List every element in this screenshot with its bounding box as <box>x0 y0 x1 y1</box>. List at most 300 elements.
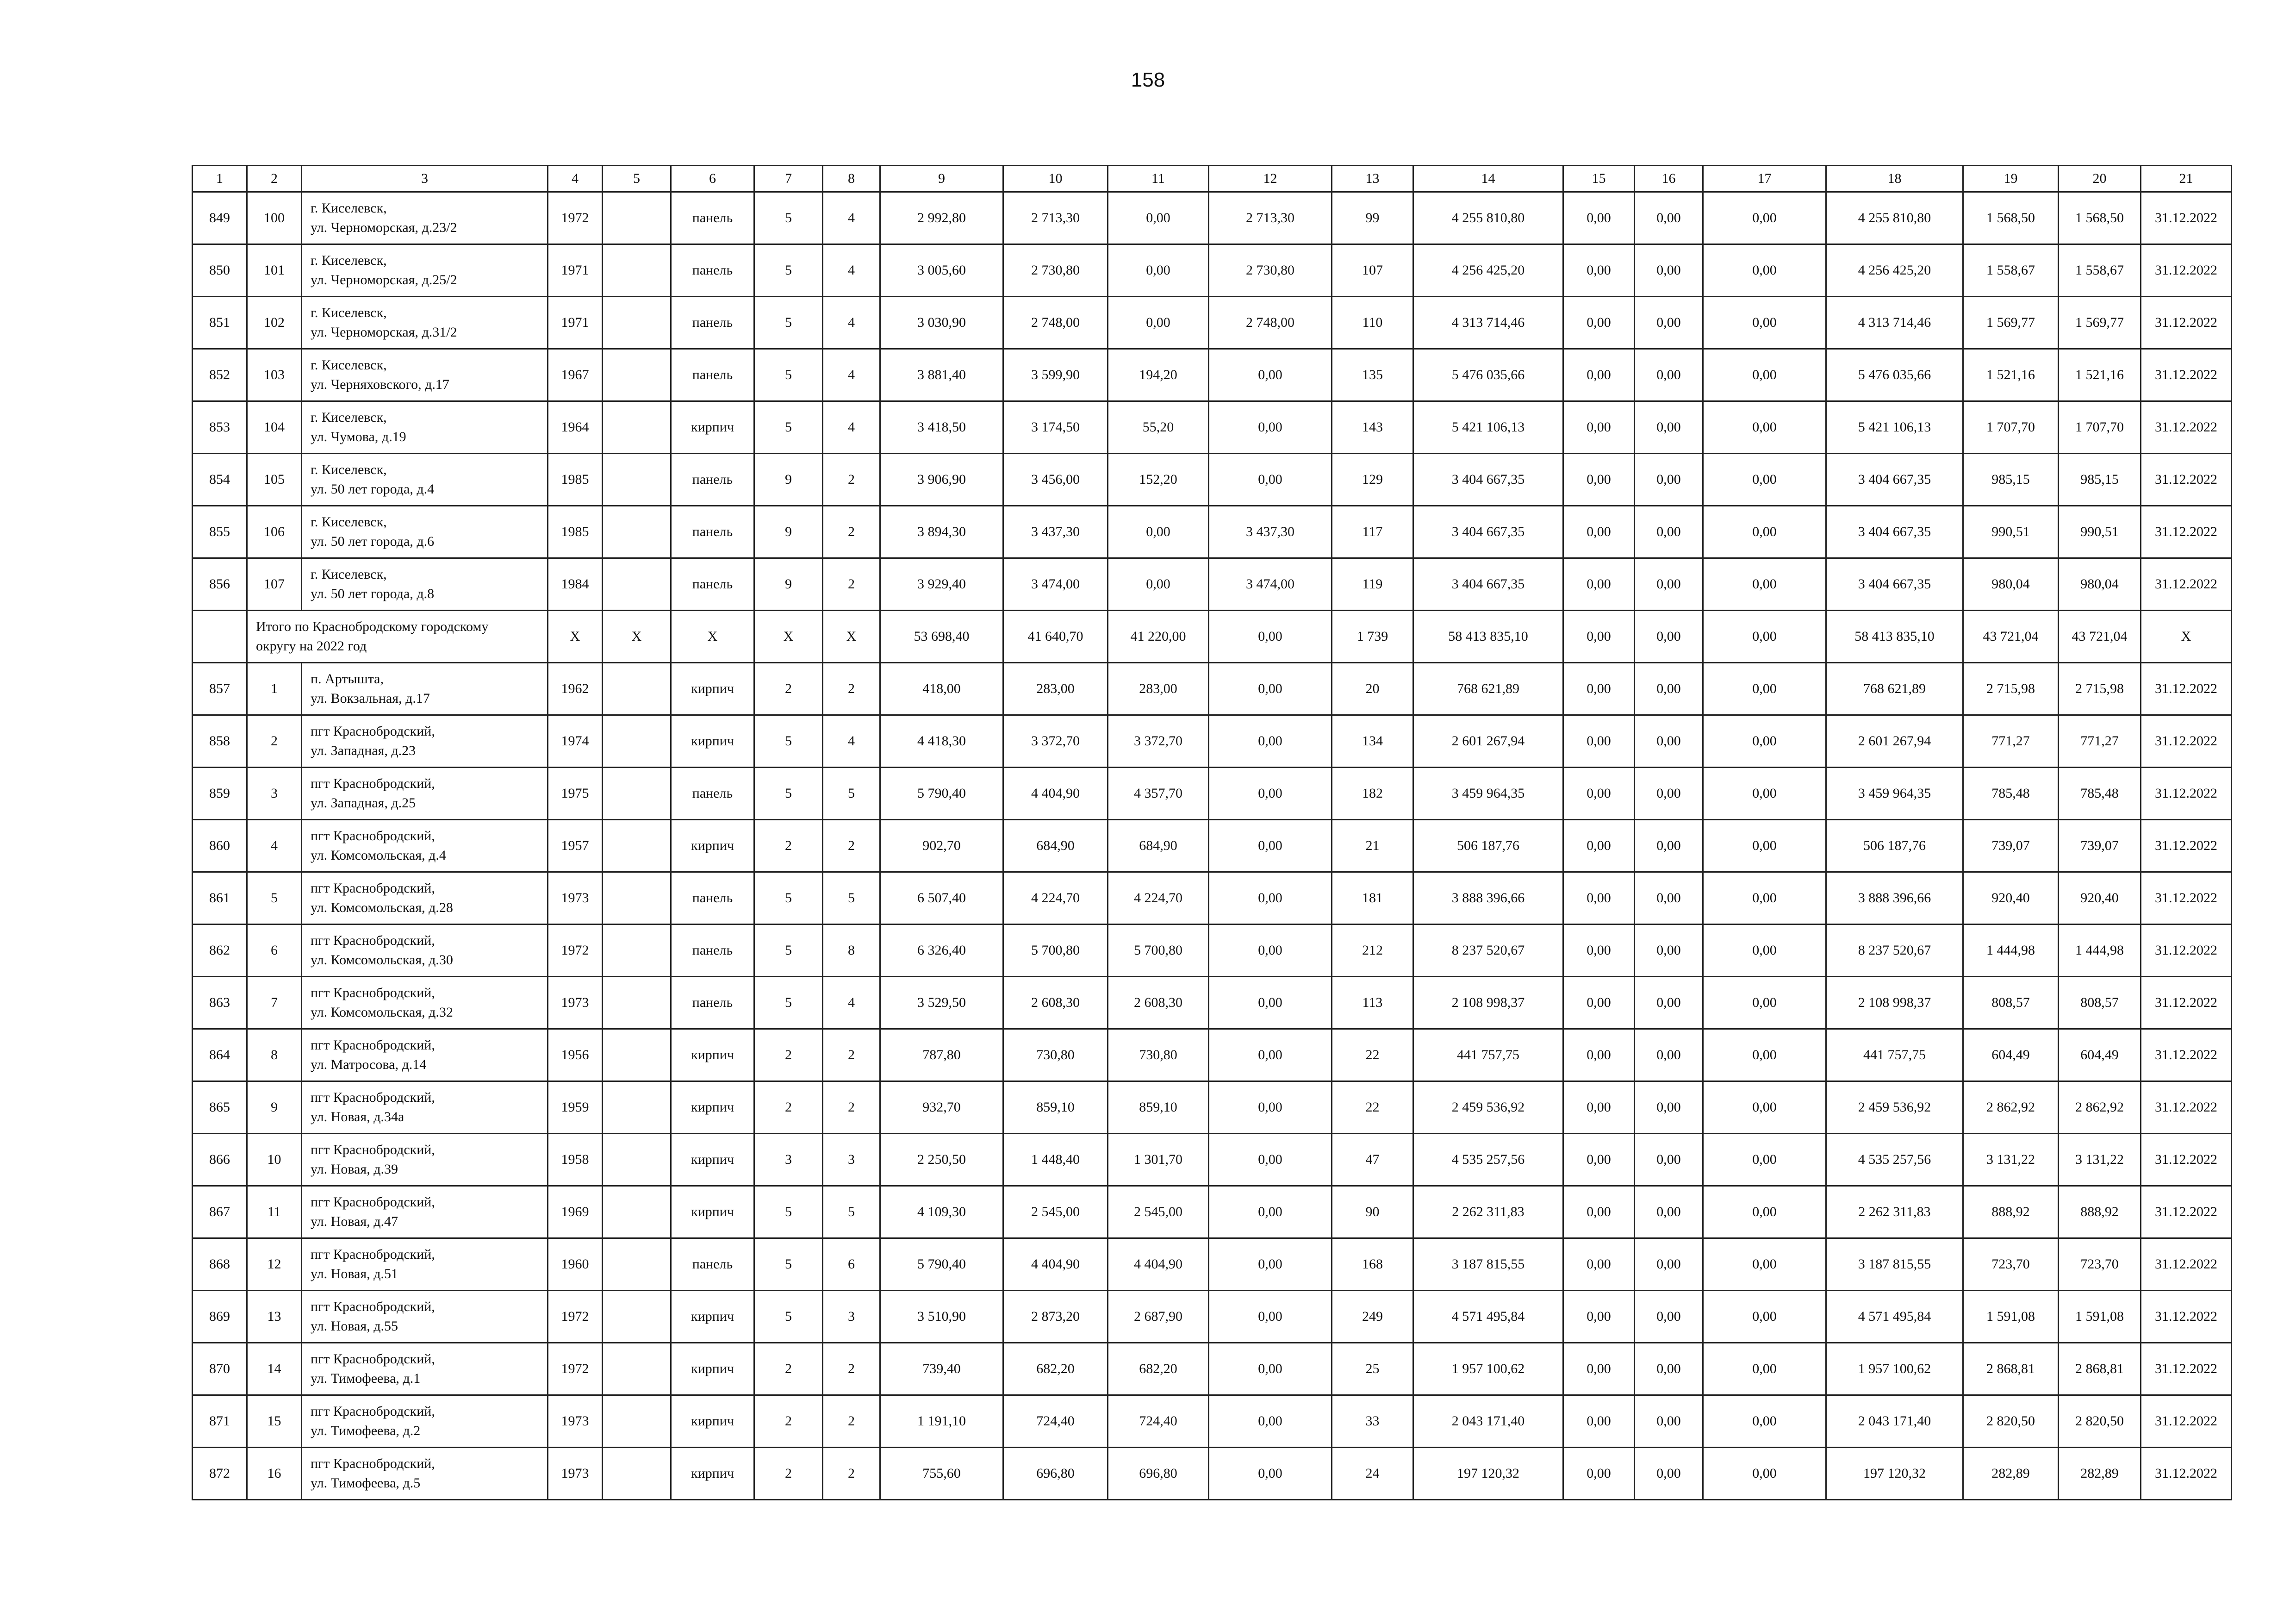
table-row <box>193 506 2232 558</box>
column-13-cell: 135 <box>1332 349 1413 401</box>
column-15-cell: 0,00 <box>1563 1186 1635 1238</box>
deadline-date-cell: 31.12.2022 <box>2141 663 2232 715</box>
wall-material-cell: панель <box>671 872 754 924</box>
column-19-cell: 1 568,50 <box>1963 192 2059 244</box>
column-16-cell: 0,00 <box>1635 1291 1703 1343</box>
column-9-cell: 53 698,40 <box>880 611 1003 663</box>
column-header: 12 <box>1209 166 1332 192</box>
local-number-cell: 3 <box>247 768 302 820</box>
address-locality: г. Киселевск, <box>311 200 387 216</box>
row-number-cell: 859 <box>193 768 247 820</box>
column-16-cell: 0,00 <box>1635 1081 1703 1134</box>
column-20-cell: 985,15 <box>2059 454 2141 506</box>
column-12-cell: 0,00 <box>1209 977 1332 1029</box>
floors-cell: 2 <box>754 1343 823 1395</box>
column-13-cell: 47 <box>1332 1134 1413 1186</box>
column-18-cell: 441 757,75 <box>1826 1029 1963 1081</box>
address-cell <box>302 977 548 1029</box>
floors-cell: 2 <box>754 820 823 872</box>
column-9-cell: 418,00 <box>880 663 1003 715</box>
column-15-cell: 0,00 <box>1563 977 1635 1029</box>
table-row <box>193 663 2232 715</box>
year-built-cell: 1972 <box>548 192 603 244</box>
local-number-cell: 13 <box>247 1291 302 1343</box>
column-11-cell: 152,20 <box>1108 454 1209 506</box>
column-12-cell: 0,00 <box>1209 924 1332 977</box>
column-14-cell: 4 255 810,80 <box>1413 192 1563 244</box>
column-19-cell: 1 558,67 <box>1963 244 2059 297</box>
wall-material-cell: кирпич <box>671 1395 754 1448</box>
row-number-cell: 866 <box>193 1134 247 1186</box>
column-10-cell: 2 748,00 <box>1003 297 1108 349</box>
column-header: 6 <box>671 166 754 192</box>
wall-material-cell: панель <box>671 558 754 611</box>
address-cell <box>302 1238 548 1291</box>
data-table <box>192 165 2232 1500</box>
entrances-cell: 2 <box>823 663 880 715</box>
table-row <box>193 297 2232 349</box>
column-14-cell: 2 043 171,40 <box>1413 1395 1563 1448</box>
column-13-cell: 21 <box>1332 820 1413 872</box>
row-number-cell: 865 <box>193 1081 247 1134</box>
column-10-cell: 2 713,30 <box>1003 192 1108 244</box>
deadline-date-cell: 31.12.2022 <box>2141 558 2232 611</box>
column-11-cell: 283,00 <box>1108 663 1209 715</box>
wall-material-cell: кирпич <box>671 401 754 454</box>
row-number-cell: 856 <box>193 558 247 611</box>
address-locality: пгт Краснобродский, <box>311 1090 435 1105</box>
address-street: ул. Черноморская, д.31/2 <box>311 325 457 340</box>
column-10-cell: 3 599,90 <box>1003 349 1108 401</box>
column-11-cell: 0,00 <box>1108 244 1209 297</box>
row-number-cell: 854 <box>193 454 247 506</box>
column-9-cell: 3 030,90 <box>880 297 1003 349</box>
column-9-cell: 3 529,50 <box>880 977 1003 1029</box>
address-locality: г. Киселевск, <box>311 462 387 477</box>
entrances-cell: 3 <box>823 1291 880 1343</box>
floors-cell: 2 <box>754 663 823 715</box>
address-street: ул. Тимофеева, д.5 <box>311 1475 421 1491</box>
year-built-cell: 1972 <box>548 924 603 977</box>
column-20-cell: 1 521,16 <box>2059 349 2141 401</box>
year-built-cell: 1973 <box>548 977 603 1029</box>
column-17-cell: 0,00 <box>1703 1186 1826 1238</box>
column-18-cell: 5 476 035,66 <box>1826 349 1963 401</box>
column-15-cell: 0,00 <box>1563 715 1635 768</box>
row-number-cell: 871 <box>193 1395 247 1448</box>
column-5-cell <box>603 977 671 1029</box>
column-9-cell: 6 507,40 <box>880 872 1003 924</box>
table-row <box>193 558 2232 611</box>
column-11-cell: 194,20 <box>1108 349 1209 401</box>
table-row <box>193 977 2232 1029</box>
row-number-cell: 864 <box>193 1029 247 1081</box>
row-number-cell: 867 <box>193 1186 247 1238</box>
column-16-cell: 0,00 <box>1635 454 1703 506</box>
column-5-cell <box>603 297 671 349</box>
table-row <box>193 768 2232 820</box>
column-19-cell: 771,27 <box>1963 715 2059 768</box>
local-number-cell: 16 <box>247 1448 302 1500</box>
column-19-cell: 888,92 <box>1963 1186 2059 1238</box>
column-14-cell: 3 187 815,55 <box>1413 1238 1563 1291</box>
column-15-cell: 0,00 <box>1563 401 1635 454</box>
column-18-cell: 3 404 667,35 <box>1826 454 1963 506</box>
column-16-cell: 0,00 <box>1635 820 1703 872</box>
deadline-date-cell: 31.12.2022 <box>2141 872 2232 924</box>
table-row <box>193 872 2232 924</box>
column-14-cell: 8 237 520,67 <box>1413 924 1563 977</box>
address-locality: пгт Краснобродский, <box>311 828 435 843</box>
address-street: ул. Черноморская, д.23/2 <box>311 220 457 235</box>
local-number-cell: 100 <box>247 192 302 244</box>
column-9-cell: 2 992,80 <box>880 192 1003 244</box>
local-number-cell: 106 <box>247 506 302 558</box>
column-12-cell: 0,00 <box>1209 820 1332 872</box>
deadline-date-cell: 31.12.2022 <box>2141 1186 2232 1238</box>
column-20-cell: 808,57 <box>2059 977 2141 1029</box>
row-number-cell: 858 <box>193 715 247 768</box>
floors-cell: 5 <box>754 192 823 244</box>
column-20-cell: 1 444,98 <box>2059 924 2141 977</box>
column-19-cell: 604,49 <box>1963 1029 2059 1081</box>
column-18-cell: 4 571 495,84 <box>1826 1291 1963 1343</box>
column-20-cell: 1 558,67 <box>2059 244 2141 297</box>
column-10-cell: 682,20 <box>1003 1343 1108 1395</box>
column-13-cell: 20 <box>1332 663 1413 715</box>
column-12-cell: 0,00 <box>1209 872 1332 924</box>
column-5-cell <box>603 768 671 820</box>
address-locality: пгт Краснобродский, <box>311 881 435 896</box>
column-10-cell: 730,80 <box>1003 1029 1108 1081</box>
column-11-cell: 4 404,90 <box>1108 1238 1209 1291</box>
year-built-cell: 1973 <box>548 1395 603 1448</box>
column-16-cell: 0,00 <box>1635 1448 1703 1500</box>
column-9-cell: 5 790,40 <box>880 768 1003 820</box>
column-5-cell <box>603 401 671 454</box>
column-16-cell: 0,00 <box>1635 506 1703 558</box>
wall-material-cell: кирпич <box>671 1134 754 1186</box>
deadline-date-cell: 31.12.2022 <box>2141 820 2232 872</box>
entrances-cell: 5 <box>823 1186 880 1238</box>
column-14-cell: 2 262 311,83 <box>1413 1186 1563 1238</box>
column-5-cell <box>603 663 671 715</box>
address-cell <box>302 454 548 506</box>
column-9-cell: 6 326,40 <box>880 924 1003 977</box>
column-14-cell: 506 187,76 <box>1413 820 1563 872</box>
column-header: 15 <box>1563 166 1635 192</box>
column-14-cell: 5 476 035,66 <box>1413 349 1563 401</box>
wall-material-cell: кирпич <box>671 820 754 872</box>
column-20-cell: 2 862,92 <box>2059 1081 2141 1134</box>
address-street: ул. Комсомольская, д.28 <box>311 900 453 915</box>
entrances-cell: 4 <box>823 244 880 297</box>
column-19-cell: 1 521,16 <box>1963 349 2059 401</box>
floors-cell: 5 <box>754 244 823 297</box>
address-locality: пгт Краснобродский, <box>311 1194 435 1210</box>
entrances-cell: 4 <box>823 715 880 768</box>
row-number-cell: 863 <box>193 977 247 1029</box>
column-13-cell: 107 <box>1332 244 1413 297</box>
column-11-cell: 1 301,70 <box>1108 1134 1209 1186</box>
local-number-cell: 7 <box>247 977 302 1029</box>
wall-material-cell: кирпич <box>671 1186 754 1238</box>
wall-material-cell: панель <box>671 1238 754 1291</box>
column-15-cell: 0,00 <box>1563 454 1635 506</box>
deadline-date-cell: 31.12.2022 <box>2141 1081 2232 1134</box>
wall-material-cell: панель <box>671 924 754 977</box>
deadline-date-cell: 31.12.2022 <box>2141 1343 2232 1395</box>
column-14-cell: 197 120,32 <box>1413 1448 1563 1500</box>
address-street: ул. Чумова, д.19 <box>311 429 406 444</box>
column-15-cell: 0,00 <box>1563 1448 1635 1500</box>
column-11-cell: 2 608,30 <box>1108 977 1209 1029</box>
table-row <box>193 1238 2232 1291</box>
year-built-cell: 1984 <box>548 558 603 611</box>
deadline-date-cell: 31.12.2022 <box>2141 768 2232 820</box>
column-5-cell <box>603 1134 671 1186</box>
column-10-cell: 2 608,30 <box>1003 977 1108 1029</box>
year-built-cell: 1972 <box>548 1343 603 1395</box>
year-built-cell: 1985 <box>548 506 603 558</box>
column-15-cell: 0,00 <box>1563 506 1635 558</box>
column-13-cell: 99 <box>1332 192 1413 244</box>
column-13-cell: 25 <box>1332 1343 1413 1395</box>
column-17-cell: 0,00 <box>1703 297 1826 349</box>
address-cell <box>302 297 548 349</box>
column-11-cell: 724,40 <box>1108 1395 1209 1448</box>
column-10-cell: 2 545,00 <box>1003 1186 1108 1238</box>
column-16-cell: 0,00 <box>1635 1343 1703 1395</box>
floors-cell: 3 <box>754 1134 823 1186</box>
column-19-cell: 1 569,77 <box>1963 297 2059 349</box>
address-cell <box>302 1395 548 1448</box>
year-built-cell: 1957 <box>548 820 603 872</box>
column-5-cell <box>603 349 671 401</box>
column-10-cell: 5 700,80 <box>1003 924 1108 977</box>
column-15-cell: 0,00 <box>1563 1081 1635 1134</box>
column-20-cell: 2 820,50 <box>2059 1395 2141 1448</box>
column-9-cell: 3 906,90 <box>880 454 1003 506</box>
address-locality: пгт Краснобродский, <box>311 1299 435 1314</box>
column-17-cell: 0,00 <box>1703 715 1826 768</box>
column-header: 10 <box>1003 166 1108 192</box>
column-9-cell: 5 790,40 <box>880 1238 1003 1291</box>
column-10-cell: 4 404,90 <box>1003 768 1108 820</box>
column-12-cell: 0,00 <box>1209 349 1332 401</box>
column-18-cell: 4 256 425,20 <box>1826 244 1963 297</box>
column-9-cell: 4 418,30 <box>880 715 1003 768</box>
column-11-cell: 4 357,70 <box>1108 768 1209 820</box>
column-10-cell: 696,80 <box>1003 1448 1108 1500</box>
column-14-cell: 768 621,89 <box>1413 663 1563 715</box>
column-18-cell: 5 421 106,13 <box>1826 401 1963 454</box>
column-15-cell: 0,00 <box>1563 872 1635 924</box>
entrances-cell: 2 <box>823 558 880 611</box>
address-cell <box>302 1134 548 1186</box>
table-row <box>193 715 2232 768</box>
column-17-cell: 0,00 <box>1703 1448 1826 1500</box>
address-street: ул. Комсомольская, д.4 <box>311 848 446 863</box>
address-street: ул. Матросова, д.14 <box>311 1057 427 1072</box>
column-19-cell: 282,89 <box>1963 1448 2059 1500</box>
address-locality: г. Киселевск, <box>311 514 387 530</box>
column-5-cell <box>603 715 671 768</box>
address-street: ул. Комсомольская, д.32 <box>311 1005 453 1020</box>
column-15-cell: 0,00 <box>1563 192 1635 244</box>
table-row <box>193 1343 2232 1395</box>
local-number-cell: 5 <box>247 872 302 924</box>
column-14-cell: 1 957 100,62 <box>1413 1343 1563 1395</box>
deadline-date-cell: 31.12.2022 <box>2141 1291 2232 1343</box>
column-17-cell: 0,00 <box>1703 924 1826 977</box>
column-19-cell: 2 715,98 <box>1963 663 2059 715</box>
address-street: ул. 50 лет города, д.4 <box>311 481 435 497</box>
wall-material-cell: кирпич <box>671 1029 754 1081</box>
column-18-cell: 3 888 396,66 <box>1826 872 1963 924</box>
local-number-cell: 6 <box>247 924 302 977</box>
year-built-cell: 1973 <box>548 872 603 924</box>
floors-cell: X <box>754 611 823 663</box>
column-20-cell: 3 131,22 <box>2059 1134 2141 1186</box>
year-built-cell: 1967 <box>548 349 603 401</box>
column-5-cell <box>603 558 671 611</box>
column-11-cell: 41 220,00 <box>1108 611 1209 663</box>
wall-material-cell: панель <box>671 349 754 401</box>
column-16-cell: 0,00 <box>1635 663 1703 715</box>
column-17-cell: 0,00 <box>1703 244 1826 297</box>
column-header: 4 <box>548 166 603 192</box>
column-19-cell: 1 444,98 <box>1963 924 2059 977</box>
floors-cell: 9 <box>754 454 823 506</box>
floors-cell: 2 <box>754 1081 823 1134</box>
column-17-cell: 0,00 <box>1703 454 1826 506</box>
address-locality: г. Киселевск, <box>311 567 387 582</box>
column-9-cell: 3 510,90 <box>880 1291 1003 1343</box>
column-18-cell: 3 404 667,35 <box>1826 506 1963 558</box>
column-14-cell: 2 601 267,94 <box>1413 715 1563 768</box>
column-9-cell: 755,60 <box>880 1448 1003 1500</box>
column-20-cell: 43 721,04 <box>2059 611 2141 663</box>
column-18-cell: 2 108 998,37 <box>1826 977 1963 1029</box>
entrances-cell: 2 <box>823 1395 880 1448</box>
column-17-cell: 0,00 <box>1703 349 1826 401</box>
address-locality: пгт Краснобродский, <box>311 1142 435 1157</box>
column-11-cell: 0,00 <box>1108 297 1209 349</box>
column-11-cell: 0,00 <box>1108 506 1209 558</box>
column-10-cell: 2 730,80 <box>1003 244 1108 297</box>
row-number-cell: 855 <box>193 506 247 558</box>
address-locality: пгт Краснобродский, <box>311 1404 435 1419</box>
table-row <box>193 192 2232 244</box>
entrances-cell: 4 <box>823 977 880 1029</box>
floors-cell: 2 <box>754 1395 823 1448</box>
column-header: 1 <box>193 166 247 192</box>
column-header: 8 <box>823 166 880 192</box>
column-14-cell: 4 535 257,56 <box>1413 1134 1563 1186</box>
column-5-cell <box>603 924 671 977</box>
table-row <box>193 1291 2232 1343</box>
deadline-date-cell: 31.12.2022 <box>2141 1134 2232 1186</box>
year-built-cell: 1956 <box>548 1029 603 1081</box>
column-17-cell: 0,00 <box>1703 558 1826 611</box>
column-16-cell: 0,00 <box>1635 401 1703 454</box>
entrances-cell: 4 <box>823 192 880 244</box>
year-built-cell: 1962 <box>548 663 603 715</box>
column-17-cell: 0,00 <box>1703 1081 1826 1134</box>
address-street: ул. Черноморская, д.25/2 <box>311 272 457 287</box>
column-17-cell: 0,00 <box>1703 1134 1826 1186</box>
column-5-cell <box>603 454 671 506</box>
address-locality: г. Киселевск, <box>311 357 387 373</box>
address-locality: пгт Краснобродский, <box>311 776 435 791</box>
column-15-cell: 0,00 <box>1563 1029 1635 1081</box>
column-20-cell: 723,70 <box>2059 1238 2141 1291</box>
address-street: ул. Новая, д.51 <box>311 1266 398 1281</box>
column-20-cell: 888,92 <box>2059 1186 2141 1238</box>
column-13-cell: 129 <box>1332 454 1413 506</box>
column-10-cell: 4 404,90 <box>1003 1238 1108 1291</box>
column-15-cell: 0,00 <box>1563 244 1635 297</box>
column-18-cell: 58 413 835,10 <box>1826 611 1963 663</box>
column-5-cell <box>603 1395 671 1448</box>
wall-material-cell: панель <box>671 297 754 349</box>
column-13-cell: 117 <box>1332 506 1413 558</box>
column-18-cell: 3 404 667,35 <box>1826 558 1963 611</box>
address-cell <box>302 1081 548 1134</box>
column-9-cell: 1 191,10 <box>880 1395 1003 1448</box>
table-row <box>193 454 2232 506</box>
column-12-cell: 0,00 <box>1209 1395 1332 1448</box>
local-number-cell: 11 <box>247 1186 302 1238</box>
column-10-cell: 283,00 <box>1003 663 1108 715</box>
column-17-cell: 0,00 <box>1703 768 1826 820</box>
row-number-cell: 857 <box>193 663 247 715</box>
row-number-cell: 850 <box>193 244 247 297</box>
column-header: 3 <box>302 166 548 192</box>
column-10-cell: 3 474,00 <box>1003 558 1108 611</box>
column-12-cell: 2 748,00 <box>1209 297 1332 349</box>
year-built-cell: 1972 <box>548 1291 603 1343</box>
column-5-cell <box>603 872 671 924</box>
column-13-cell: 119 <box>1332 558 1413 611</box>
column-header: 11 <box>1108 166 1209 192</box>
column-5-cell: X <box>603 611 671 663</box>
floors-cell: 2 <box>754 1029 823 1081</box>
row-number-cell: 862 <box>193 924 247 977</box>
table-row <box>193 924 2232 977</box>
column-18-cell: 2 043 171,40 <box>1826 1395 1963 1448</box>
column-19-cell: 1 591,08 <box>1963 1291 2059 1343</box>
column-20-cell: 1 591,08 <box>2059 1291 2141 1343</box>
column-15-cell: 0,00 <box>1563 820 1635 872</box>
column-11-cell: 0,00 <box>1108 192 1209 244</box>
column-15-cell: 0,00 <box>1563 924 1635 977</box>
column-16-cell: 0,00 <box>1635 1395 1703 1448</box>
entrances-cell: 6 <box>823 1238 880 1291</box>
local-number-cell: 8 <box>247 1029 302 1081</box>
column-17-cell: 0,00 <box>1703 1029 1826 1081</box>
column-9-cell: 902,70 <box>880 820 1003 872</box>
column-15-cell: 0,00 <box>1563 297 1635 349</box>
column-15-cell: 0,00 <box>1563 768 1635 820</box>
column-20-cell: 920,40 <box>2059 872 2141 924</box>
column-19-cell: 2 820,50 <box>1963 1395 2059 1448</box>
column-18-cell: 4 255 810,80 <box>1826 192 1963 244</box>
local-number-cell: 4 <box>247 820 302 872</box>
column-14-cell: 5 421 106,13 <box>1413 401 1563 454</box>
column-14-cell: 4 256 425,20 <box>1413 244 1563 297</box>
